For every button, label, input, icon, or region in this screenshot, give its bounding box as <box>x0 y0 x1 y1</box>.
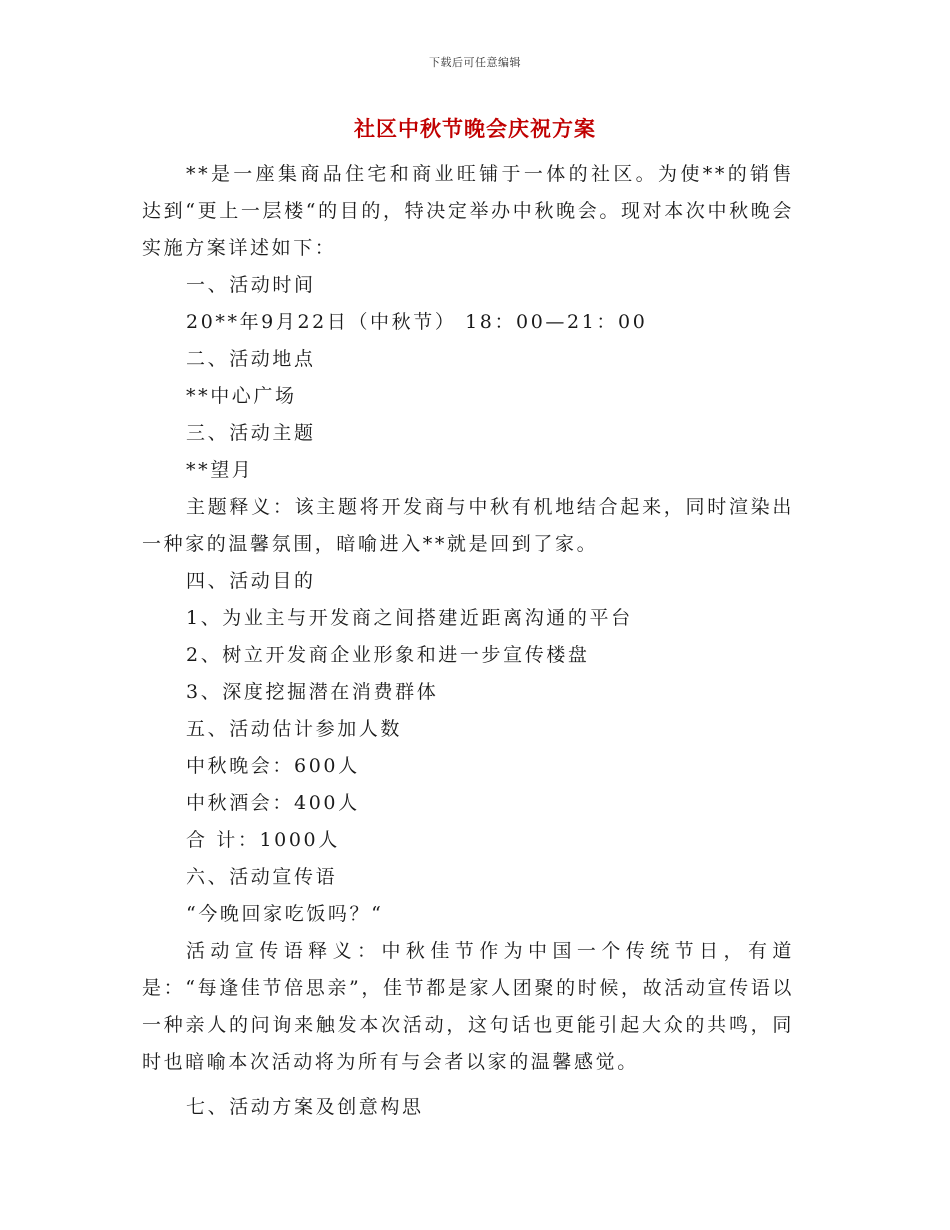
document-body <box>142 156 794 1126</box>
header-note: 下载后可任意编辑 <box>429 56 521 69</box>
paragraph-location: **中心广场 <box>186 385 297 407</box>
section-heading-location: 二、活动地点 <box>186 348 316 370</box>
list-item-purpose-2: 2、树立开发商企业形象和进一步宣传楼盘 <box>186 644 590 666</box>
paragraph-slogan: “今晚回家吃饭吗？“ <box>186 903 384 925</box>
section-heading-theme: 三、活动主题 <box>186 422 316 444</box>
paragraph-attendance-total: 合 计：1000人 <box>186 829 340 851</box>
paragraph-intro: **是一座集商品住宅和商业旺铺于一体的社区。为使**的销售达到“更上一层楼“的目的，特决定举办中秋晚会。现对本次中秋晚会实施方案详述如下： <box>142 163 794 259</box>
paragraph-theme-explanation: 主题释义：该主题将开发商与中秋有机地结合起来，同时渲染出一种家的温馨氛围，暗喻进入**就是回到了家。 <box>142 496 794 555</box>
paragraph-attendance-gala: 中秋晚会：600人 <box>186 755 360 777</box>
paragraph-time: 20**年9月22日（中秋节） 18：00—21：00 <box>186 311 648 333</box>
paragraph-slogan-explanation: 活动宣传语释义：中秋佳节作为中国一个传统节日，有道是：“每逢佳节倍思亲”，佳节都是家人团聚的时候，故活动宣传语以一种亲人的问询来触发本次活动，这句话也更能引起大众的共鸣，同时也暗喻本次活动将为所有与会者以家的温馨感觉。 <box>142 940 794 1073</box>
section-heading-attendance: 五、活动估计参加人数 <box>186 718 403 740</box>
paragraph-theme: **望月 <box>186 459 254 481</box>
section-heading-time: 一、活动时间 <box>186 274 316 296</box>
section-heading-purpose: 四、活动目的 <box>186 570 316 592</box>
paragraph-attendance-reception: 中秋酒会：400人 <box>186 792 360 814</box>
section-heading-plan: 七、活动方案及创意构思 <box>186 1096 424 1118</box>
section-heading-slogan: 六、活动宣传语 <box>186 866 338 888</box>
list-item-purpose-3: 3、深度挖掘潜在消费群体 <box>186 681 439 703</box>
list-item-purpose-1: 1、为业主与开发商之间搭建近距离沟通的平台 <box>186 607 633 629</box>
document-title: 社区中秋节晚会庆祝方案 <box>354 116 596 141</box>
